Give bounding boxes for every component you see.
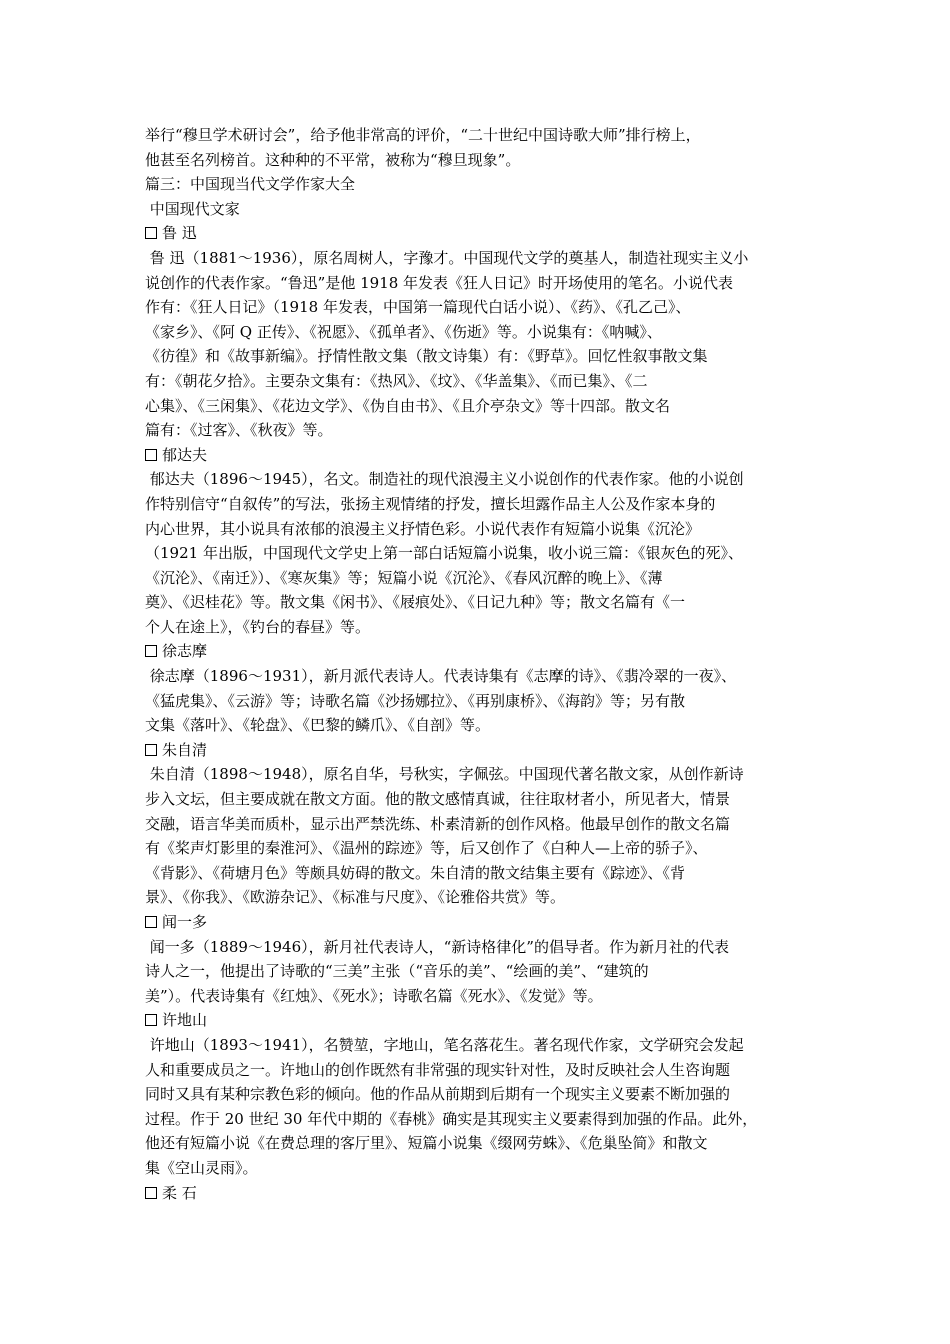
text-line: 篇有：《过客》、《秋夜》等。: [145, 421, 333, 440]
author-name: 徐志摩: [162, 642, 208, 661]
author-name: 鲁 迅: [162, 224, 197, 243]
text-line: 徐志摩（1896～1931），新月派代表诗人。代表诗集有《志摩的诗》、《翡冷翠的一夜》、: [145, 667, 737, 686]
text-line: 人和重要成员之一。许地山的创作既然有非常强的现实针对性，及时反映社会人生咨询题: [145, 1060, 731, 1079]
text-line: 许地山（1893～1941），名赞堃，字地山，笔名落花生。著名现代作家，文学研究会发起: [145, 1035, 744, 1054]
text-line: 心集》、《三闲集》、《花边文学》、《伪自由书》、《且介亭杂文》等十四部。散文名: [145, 396, 671, 415]
text-line: 闻一多（1889～1946），新月社代表诗人，“新诗格律化”的倡导者。作为新月社的代表: [145, 937, 729, 956]
text-line: 作有：《狂人日记》（1918 年发表，中国第一篇现代白话小说）、《药》、《孔乙己》、: [145, 298, 691, 317]
text-line: 说创作的代表作家。“鲁迅”是他 1918 年发表《狂人日记》时开场使用的笔名。小说代表: [145, 273, 734, 292]
section-title: 篇三：中国现当代文学作家大全: [145, 175, 356, 194]
author-section: [145, 910, 815, 1008]
author-heading: [145, 639, 815, 664]
author-name: 柔 石: [162, 1183, 197, 1202]
checkbox-square-icon: [145, 645, 157, 657]
text-line: 举行“穆旦学术研讨会”，给予他非常高的评价，“二十世纪中国诗歌大师”排行榜上，: [145, 126, 701, 144]
text-line: 《彷徨》和《故事新编》。抒情性散文集（散文诗集）有：《野草》。回忆性叙事散文集: [145, 347, 708, 366]
document-page: [145, 123, 815, 1205]
subtitle: 中国现代文家: [145, 199, 240, 218]
text-line: 内心世界，其小说具有浓郁的浪漫主义抒情色彩。小说代表作有短篇小说集《沉沦》: [145, 519, 701, 538]
text-line: 郁达夫（1896～1945），名文。制造社的现代浪漫主义小说创作的代表作家。他的小说创: [145, 470, 744, 489]
text-line: 诗人之一，他提出了诗歌的“三美”主张（“音乐的美”、“绘画的美”、“建筑的: [145, 962, 649, 981]
author-heading: [145, 1008, 815, 1033]
text-line: 《背影》、《荷塘月色》等颇具妨碍的散文。朱自清的散文结集主要有《踪迹》、《背: [145, 863, 686, 882]
text-line: 奠》、《迟桂花》等。散文集《闲书》、《屐痕处》、《日记九种》等；散文名篇有《一: [145, 593, 686, 612]
author-section: [145, 1181, 815, 1206]
text-line: 个人在途上》，《钓台的春昼》等。: [145, 617, 371, 636]
text-line: 《沉沦》、《南迁》）、《寒灰集》等；短篇小说《沉沦》、《春风沉醉的晚上》、《薄: [145, 568, 663, 587]
author-section: [145, 738, 815, 910]
checkbox-square-icon: [145, 916, 157, 928]
author-list: [145, 221, 815, 1205]
text-line: 《家乡》、《阿 Q 正传》、《祝愿》、《孤单者》、《伤逝》等。小说集有：《呐喊》、: [145, 322, 662, 341]
text-line: 《猛虎集》、《云游》等；诗歌名篇《沙扬娜拉》、《再别康桥》、《海韵》等；另有散: [145, 691, 686, 710]
text-line: 有《桨声灯影里的秦淮河》、《温州的踪迹》等，后又创作了《白种人—上帝的骄子》、: [145, 839, 708, 858]
author-section: [145, 639, 815, 737]
intro-paragraph: [145, 123, 815, 172]
author-section: [145, 443, 815, 640]
author-name: 郁达夫: [162, 445, 208, 464]
text-line: 作特别信守“自叙传”的写法，张扬主观情绪的抒发，擅长坦露作品主人公及作家本身的: [145, 494, 716, 513]
author-name: 许地山: [162, 1011, 208, 1030]
text-line: 鲁 迅（1881～1936），原名周树人，字豫才。中国现代文学的奠基人，制造社现实主义小: [145, 248, 749, 267]
author-section: [145, 221, 815, 442]
checkbox-square-icon: [145, 449, 157, 461]
author-heading: [145, 221, 815, 246]
checkbox-square-icon: [145, 227, 157, 239]
text-line: 步入文坛，但主要成就在散文方面。他的散文感情真诚，往往取材者小，所见者大，情景: [145, 790, 731, 809]
checkbox-square-icon: [145, 1014, 157, 1026]
author-section: [145, 1008, 815, 1180]
author-heading: [145, 1181, 815, 1206]
text-line: 美”）。代表诗集有《红烛》、《死水》；诗歌名篇《死水》、《发觉》等。: [145, 986, 603, 1005]
text-line: 文集《落叶》、《轮盘》、《巴黎的鳞爪》、《自剖》等。: [145, 716, 491, 735]
text-line: 集《空山灵雨》。: [145, 1158, 258, 1177]
checkbox-square-icon: [145, 744, 157, 756]
text-line: 过程。作于 20 世纪 30 年代中期的《春桃》确实是其现实主义要素得到加强的作品。此外，: [145, 1109, 758, 1128]
text-line: 朱自清（1898～1948），原名自华，号秋实，字佩弦。中国现代著名散文家，从创作新诗: [145, 765, 744, 784]
text-line: 他甚至名列榜首。这种种的不平常，被称为“穆旦现象”。: [145, 150, 521, 169]
text-line: （1921 年出版，中国现代文学史上第一部白话短篇小说集，收小说三篇：《银灰色的死》、: [145, 544, 743, 563]
author-heading: [145, 443, 815, 468]
text-line: 景》、《你我》、《欧游杂记》、《标准与尺度》、《论雅俗共赏》等。: [145, 888, 566, 907]
text-line: 同时又具有某种宗教色彩的倾向。他的作品从前期到后期有一个现实主义要素不断加强的: [145, 1085, 731, 1104]
text-line: 有：《朝花夕拾》。主要杂文集有：《热风》、《坟》、《华盖集》、《而已集》、《二: [145, 371, 648, 390]
checkbox-square-icon: [145, 1187, 157, 1199]
author-name: 闻一多: [162, 913, 208, 931]
text-line: 交融，语言华美而质朴，显示出严禁洗练、朴素清新的创作风格。他最早创作的散文名篇: [145, 814, 731, 833]
author-heading: [145, 910, 815, 935]
author-heading: [145, 738, 815, 763]
text-line: 他还有短篇小说《在费总理的客厅里》、短篇小说集《缀网劳蛛》、《危巢坠简》和散文: [145, 1134, 708, 1153]
author-name: 朱自清: [162, 740, 208, 759]
